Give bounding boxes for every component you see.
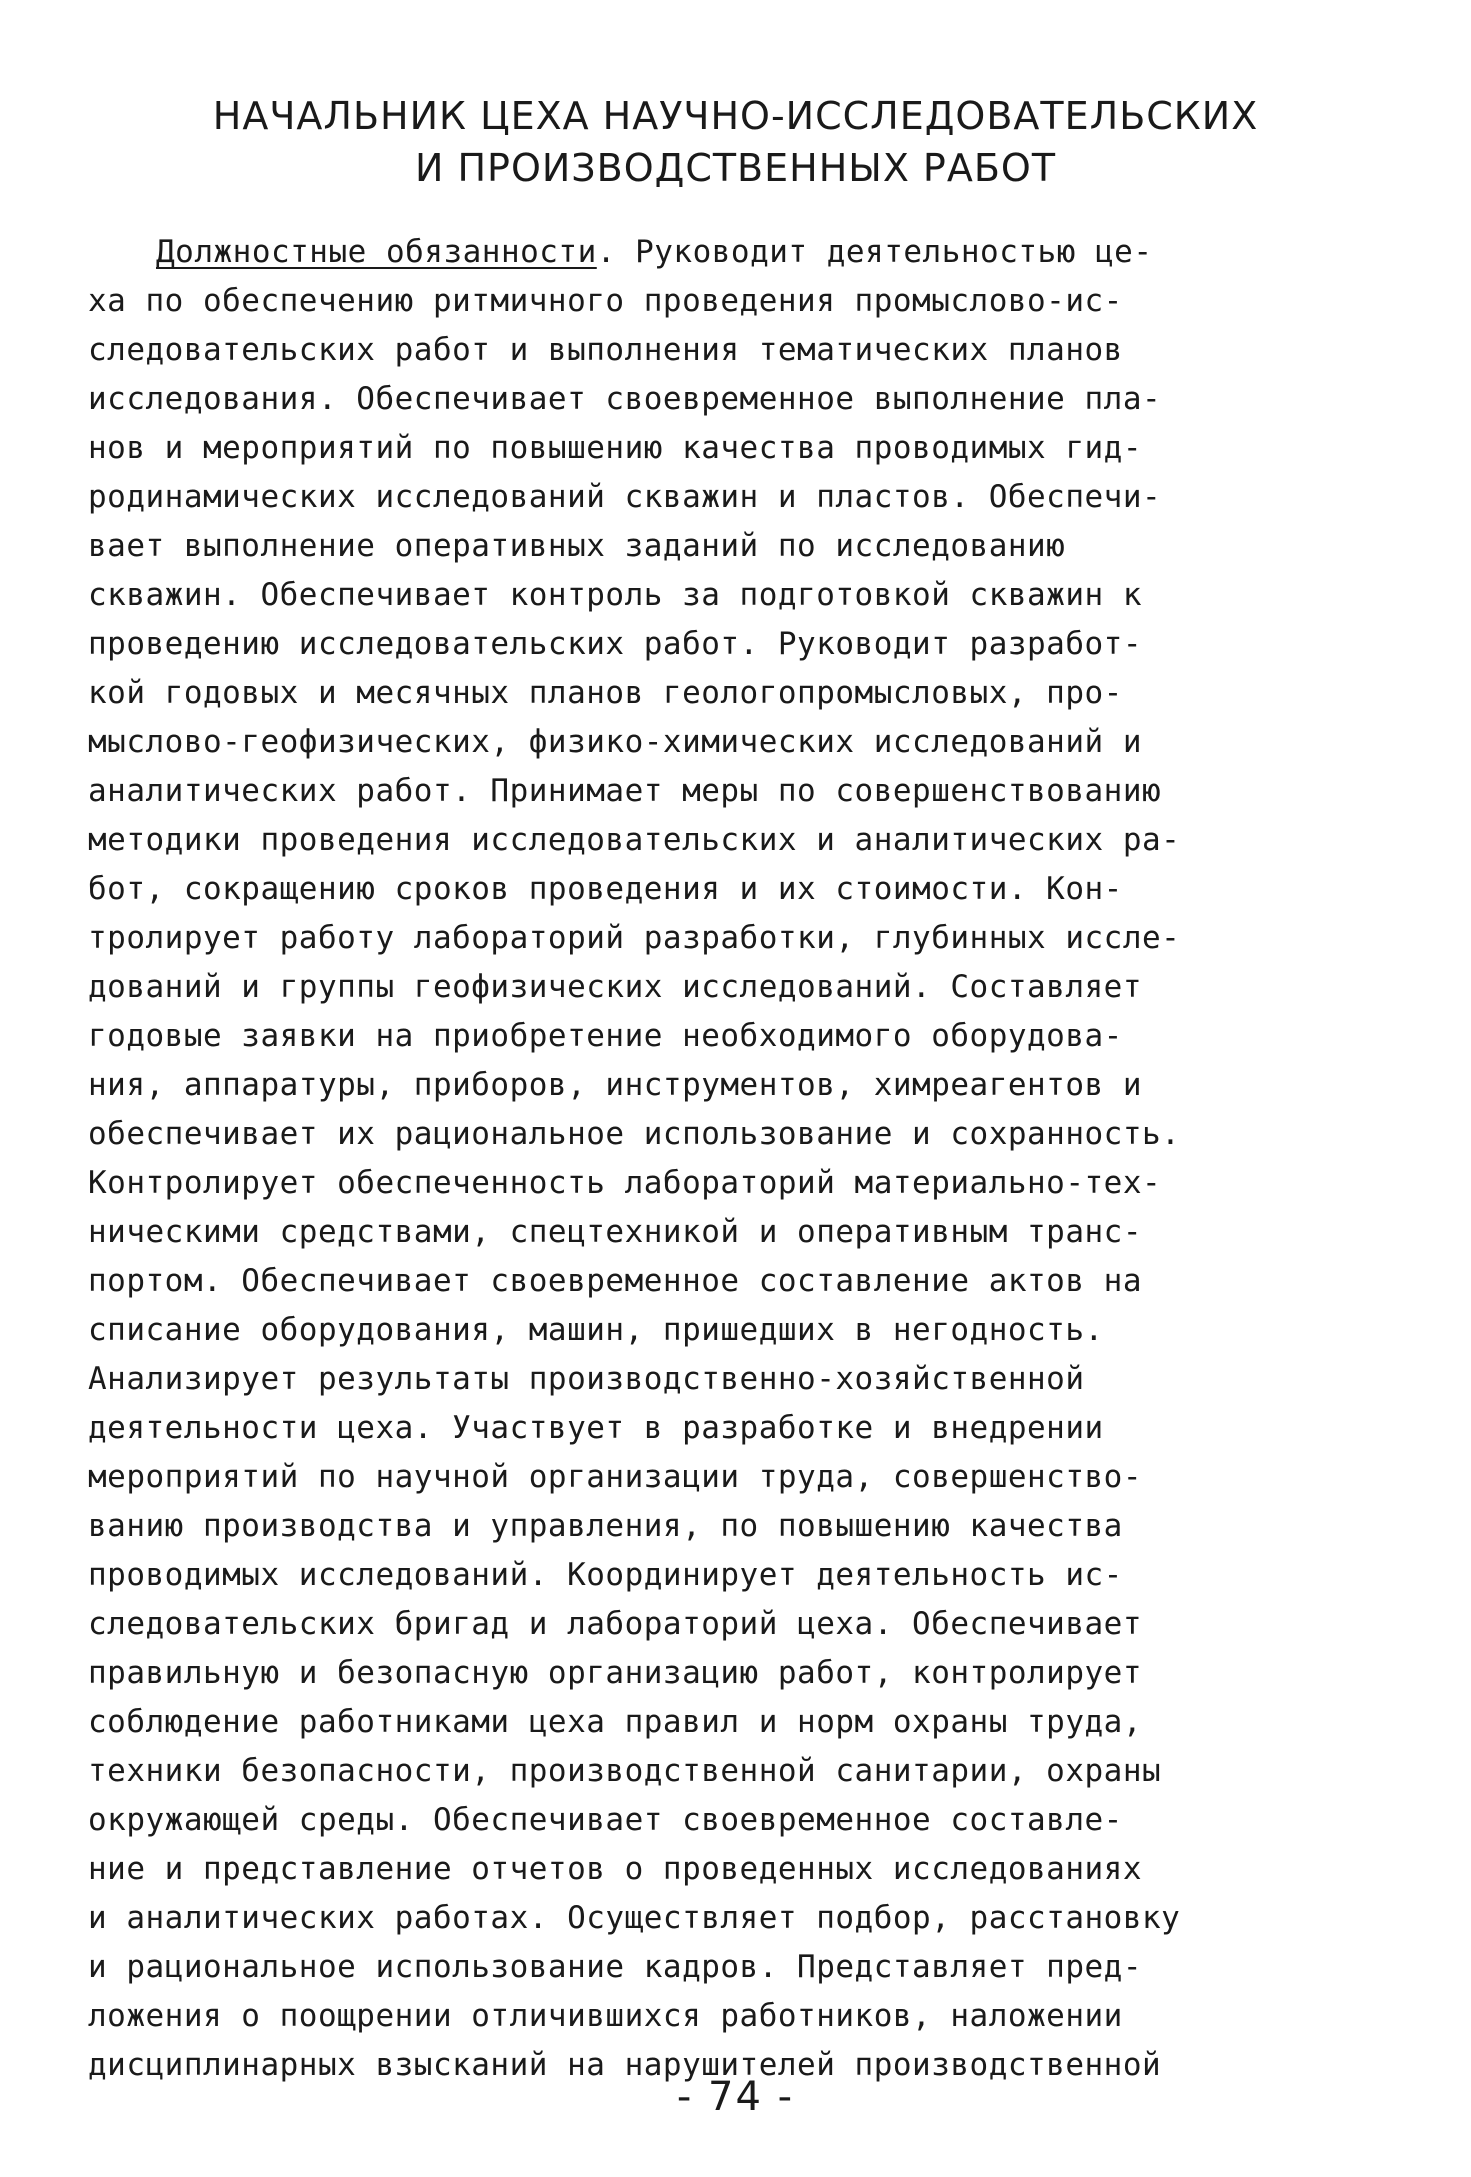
section-heading-tail: . Руководит деятельностью це- [596, 234, 1153, 270]
paragraph-first-line [88, 228, 1398, 277]
text-line: ванию производства и управления, по повышению качества [88, 1508, 1123, 1544]
text-line: проводимых исследований. Координирует деятельность ис- [88, 1557, 1123, 1593]
text-line: Анализирует результаты производственно-хозяйственной [88, 1361, 1085, 1397]
text-line: и рациональное использование кадров. Представляет пред- [88, 1949, 1142, 1985]
text-line: аналитических работ. Принимает меры по совершенствованию [88, 773, 1162, 809]
text-line: исследования. Обеспечивает своевременное выполнение пла- [88, 381, 1162, 417]
text-line: следовательских бригад и лабораторий цеха. Обеспечивает [88, 1606, 1142, 1642]
text-line: дисциплинарных взысканий на нарушителей производственной [88, 2047, 1162, 2083]
text-line: и аналитических работах. Осуществляет подбор, расстановку [88, 1900, 1181, 1936]
text-line: ническими средствами, спецтехникой и оперативным транс- [88, 1214, 1142, 1250]
title-line-1: НАЧАЛЬНИК ЦЕХА НАУЧНО-ИССЛЕДОВАТЕЛЬСКИХ [212, 94, 1259, 138]
text-line: методики проведения исследовательских и аналитических ра- [88, 822, 1181, 858]
page-number: - 74 - [676, 2074, 795, 2120]
text-line: проведению исследовательских работ. Руководит разработ- [88, 626, 1142, 662]
text-line: окружающей среды. Обеспечивает своевременное составле- [88, 1802, 1123, 1838]
text-line: вает выполнение оперативных заданий по исследованию [88, 528, 1066, 564]
text-line: родинамических исследований скважин и пластов. Обеспечи- [88, 479, 1162, 515]
text-line: ние и представление отчетов о проведенных исследованиях [88, 1851, 1142, 1887]
text-line: ха по обеспечению ритмичного проведения промыслово-ис- [88, 283, 1123, 319]
text-line: списание оборудования, машин, пришедших в негодность. [88, 1312, 1104, 1348]
text-line: портом. Обеспечивает своевременное составление актов на [88, 1263, 1142, 1299]
text-line: техники безопасности, производственной санитарии, охраны [88, 1753, 1162, 1789]
text-line: тролирует работу лабораторий разработки, глубинных иссле- [88, 920, 1181, 956]
body-text [88, 228, 1398, 2090]
text-line: кой годовых и месячных планов геологопромысловых, про- [88, 675, 1123, 711]
text-line: деятельности цеха. Участвует в разработке и внедрении [88, 1410, 1104, 1446]
text-line: дований и группы геофизических исследований. Составляет [88, 969, 1142, 1005]
title-line-2: И ПРОИЗВОДСТВЕННЫХ РАБОТ [414, 146, 1057, 190]
text-line: Контролирует обеспеченность лабораторий материально-тех- [88, 1165, 1162, 1201]
text-line: мыслово-геофизических, физико-химических исследований и [88, 724, 1142, 760]
text-line: годовые заявки на приобретение необходимого оборудова- [88, 1018, 1123, 1054]
text-line: обеспечивает их рациональное использование и сохранность. [88, 1116, 1181, 1152]
text-line: нов и мероприятий по повышению качества проводимых гид- [88, 430, 1142, 466]
page-title [0, 90, 1471, 194]
text-line: скважин. Обеспечивает контроль за подготовкой скважин к [88, 577, 1142, 613]
text-line: мероприятий по научной организации труда, совершенство- [88, 1459, 1142, 1495]
text-line: ложения о поощрении отличившихся работников, наложении [88, 1998, 1123, 2034]
text-line: соблюдение работниками цеха правил и норм охраны труда, [88, 1704, 1142, 1740]
text-line: бот, сокращению сроков проведения и их стоимости. Кон- [88, 871, 1123, 907]
text-line: следовательских работ и выполнения тематических планов [88, 332, 1123, 368]
section-heading-label: Должностные обязанности [156, 234, 597, 270]
text-line: ния, аппаратуры, приборов, инструментов, химреагентов и [88, 1067, 1142, 1103]
text-line: правильную и безопасную организацию работ, контролирует [88, 1655, 1142, 1691]
